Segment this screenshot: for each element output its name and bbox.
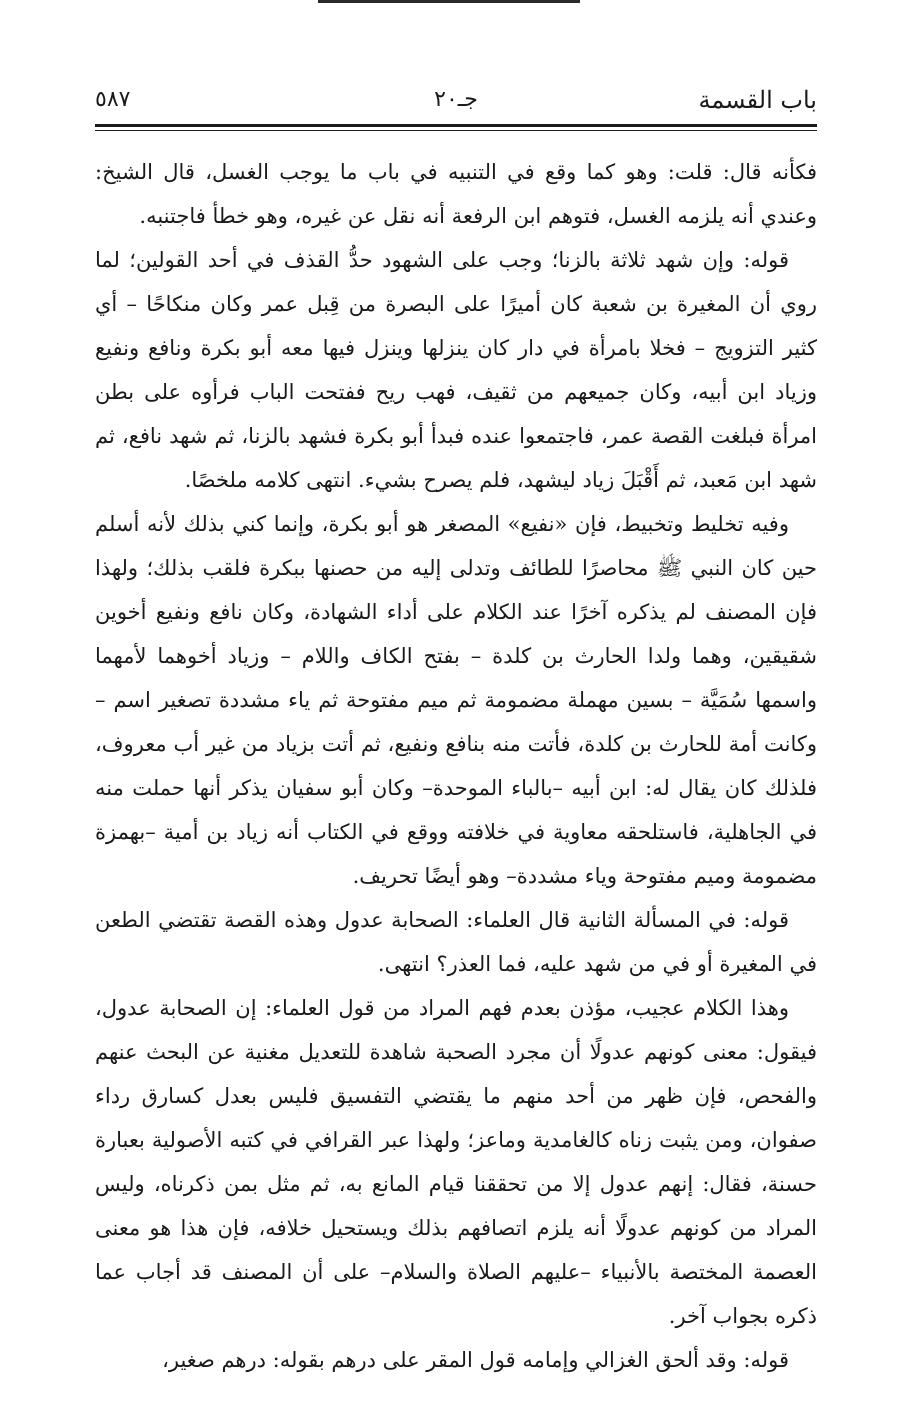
paragraph: فكأنه قال: قلت: وهو كما وقع في التنبيه في باب ما يوجب الغسل، قال الشيخ: وعندي أنه يلزمه الغسل، فتوهم ابن الرفعة أنه نقل عن غيره، وهو خطأ فاجتنبه. — [95, 160, 817, 228]
header-rule-thin — [95, 130, 817, 131]
running-header — [95, 82, 817, 118]
body-text — [95, 150, 817, 1382]
page-number: ٥٨٧ — [95, 87, 131, 112]
paragraph: وهذا الكلام عجيب، مؤذن بعدم فهم المراد من قول العلماء: إن الصحابة عدول، فيقول: معنى كونهم عدولًا أن مجرد الصحبة شاهدة للتعديل مغنية عن البحث عنهم والفحص، فإن ظهر من أحد منهم ما يقتضي التفسيق فليس بعدل كسارق رداء صفوان، ومن يثبت زناه كالغامدية وماعز؛ ولهذا عبر القرافي في كتبه الأصولية بعبارة حسنة، فقال: إنهم عدول إلا من تحققنا قيام المانع به، ثم مثل بمن ذكرناه، وليس المراد من كونهم عدولًا أنه يلزم اتصافهم بذلك ويستحيل خلافه، فإن هذا هو معنى العصمة المختصة بالأنبياء –عليهم الصلاة والسلام– على أن المصنف قد أجاب عما ذكره بجواب آخر. — [95, 996, 817, 1328]
volume-number: جـ٢٠ — [434, 87, 478, 112]
paragraph: قوله: في المسألة الثانية قال العلماء: الصحابة عدول وهذه القصة تقتضي الطعن في المغيرة أو في من شهد عليه، فما العذر؟ انتهى. — [95, 908, 817, 976]
top-edge-rule — [318, 0, 580, 3]
paragraph: وفيه تخليط وتخبيط، فإن «نفيع» المصغر هو أبو بكرة، وإنما كني بذلك لأنه أسلم حين كان النبي ﷺ محاصرًا للطائف وتدلى إليه من حصنها ببكرة فلقب بذلك؛ ولهذا فإن المصنف لم يذكره آخرًا عند الكلام على أداء الشهادة، وكان نافع ونفيع أخوين شقيقين، وهما ولدا الحارث بن كلدة – بفتح الكاف واللام – وزياد أخوهما لأمهما واسمها سُمَيَّة – بسين مهملة مضمومة ثم ميم مفتوحة ثم ياء مشددة تصغير اسم – وكانت أمة للحارث بن كلدة، فأتت منه بنافع ونفيع، ثم أتت بزياد من غير أب معروف، فلذلك كان يقال له: ابن أبيه –بالباء الموحدة– وكان أبو سفيان يذكر أنها حملت منه في الجاهلية، فاستلحقه معاوية في خلافته ووقع في الكتاب أنه زياد بن أمية –بهمزة مضمومة وميم مفتوحة وياء مشددة– وهو أيضًا تحريف. — [95, 512, 817, 888]
header-rule-thick — [95, 124, 817, 127]
paragraph: قوله: وإن شهد ثلاثة بالزنا؛ وجب على الشهود حدُّ القذف في أحد القولين؛ لما روي أن المغيرة بن شعبة كان أميرًا على البصرة من قِبل عمر وكان منكاحًا – أي كثير التزويج – فخلا بامرأة في دار كان ينزلها وينزل فيها معه أبو بكرة ونافع ونفيع وزياد ابن أبيه، وكان جميعهم من ثقيف، فهب ريح ففتحت الباب فرأوه على بطن امرأة فبلغت القصة عمر، فاجتمعوا عنده فبدأ أبو بكرة فشهد بالزنا، ثم شهد نافع، ثم شهد ابن مَعبد، ثم أَقْبَلَ زياد ليشهد، فلم يصرح بشيء. انتهى كلامه ملخصًا. — [95, 248, 817, 492]
chapter-title: باب القسمة — [698, 86, 817, 114]
paragraph: قوله: وقد ألحق الغزالي وإمامه قول المقر على درهم بقوله: درهم صغير، — [162, 1348, 789, 1372]
